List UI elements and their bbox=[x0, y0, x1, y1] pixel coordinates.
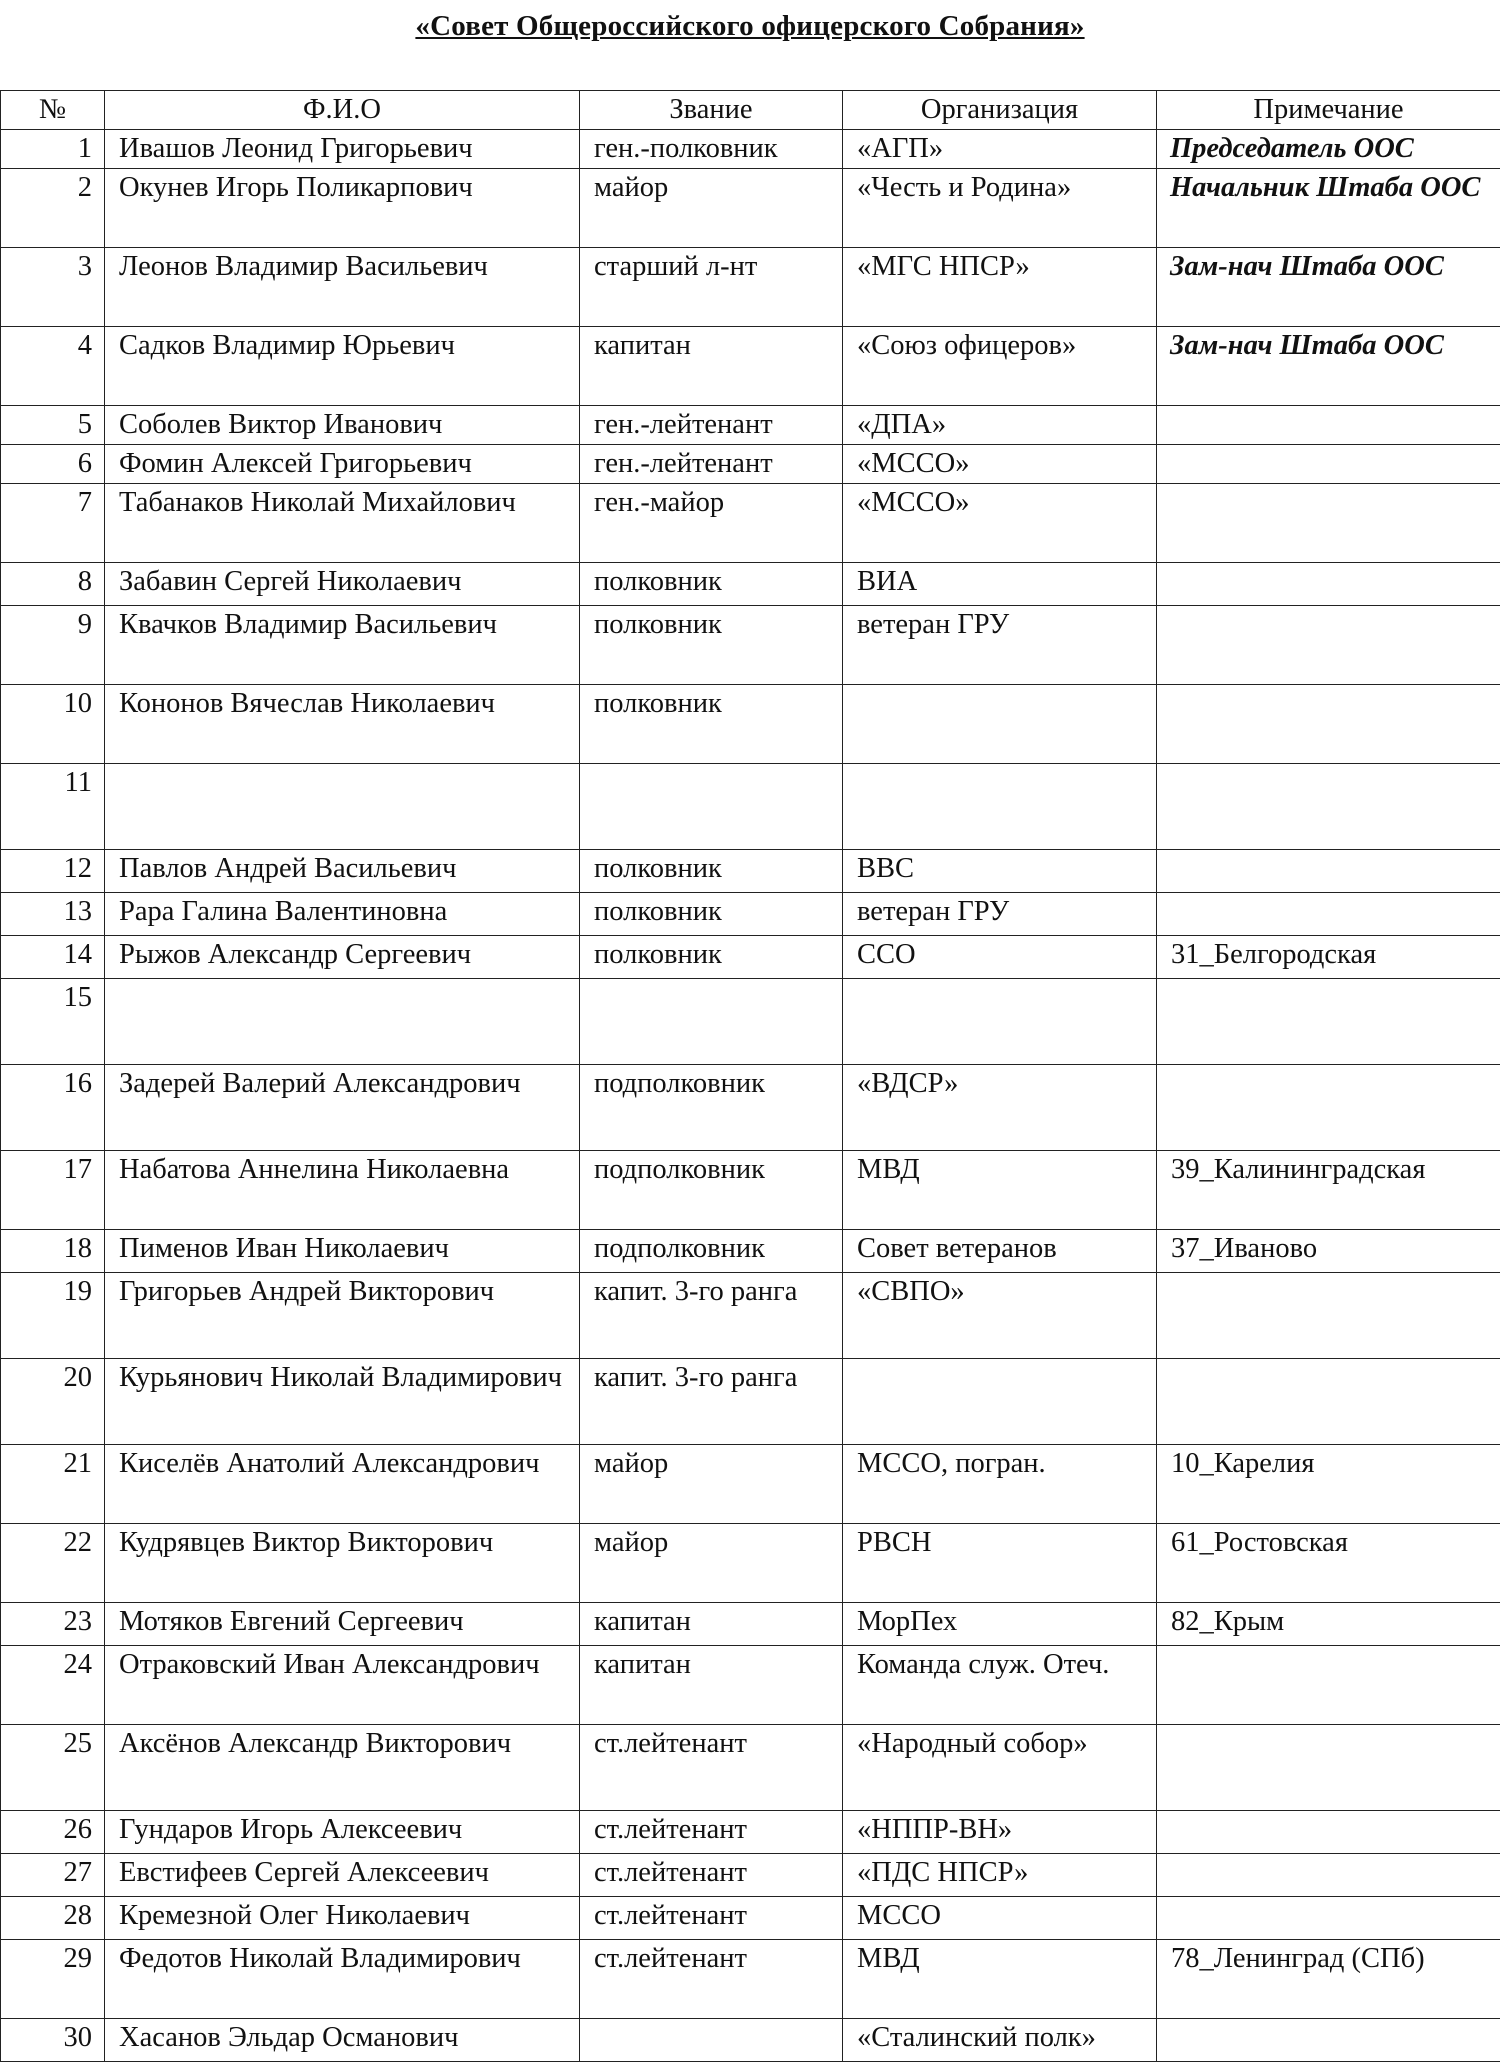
row-name: Евстифеев Сергей Алексеевич bbox=[105, 1854, 580, 1897]
row-number: 17 bbox=[1, 1151, 105, 1230]
row-note: 37_Иваново bbox=[1157, 1230, 1500, 1273]
table-row bbox=[1, 327, 1500, 406]
row-rank-redacted bbox=[580, 979, 843, 1065]
roster-table bbox=[0, 90, 1500, 2062]
row-organization: «ВДСР» bbox=[843, 1065, 1157, 1151]
table-row bbox=[1, 1646, 1500, 1725]
row-rank: подполковник bbox=[580, 1065, 843, 1151]
row-rank: капитан bbox=[580, 327, 843, 406]
row-number: 3 bbox=[1, 248, 105, 327]
row-organization-redacted bbox=[843, 764, 1157, 850]
row-organization: Совет ветеранов bbox=[843, 1230, 1157, 1273]
row-number: 29 bbox=[1, 1940, 105, 2019]
row-number: 19 bbox=[1, 1273, 105, 1359]
table-row bbox=[1, 1230, 1500, 1273]
row-rank: капитан bbox=[580, 1646, 843, 1725]
row-number: 1 bbox=[1, 130, 105, 169]
row-note bbox=[1157, 850, 1500, 893]
row-organization: «МССО» bbox=[843, 445, 1157, 484]
row-number: 21 bbox=[1, 1445, 105, 1524]
row-name: Аксёнов Александр Викторович bbox=[105, 1725, 580, 1811]
row-rank: подполковник bbox=[580, 1151, 843, 1230]
row-number: 30 bbox=[1, 2019, 105, 2062]
row-number: 6 bbox=[1, 445, 105, 484]
row-name: Садков Владимир Юрьевич bbox=[105, 327, 580, 406]
row-rank: ст.лейтенант bbox=[580, 1811, 843, 1854]
row-note bbox=[1157, 1065, 1500, 1151]
row-organization bbox=[843, 1359, 1157, 1445]
row-organization: МССО, погран. bbox=[843, 1445, 1157, 1524]
row-name: Кудрявцев Виктор Викторович bbox=[105, 1524, 580, 1603]
row-number: 24 bbox=[1, 1646, 105, 1725]
row-number: 11 bbox=[1, 764, 105, 850]
table-row bbox=[1, 1725, 1500, 1811]
row-number: 2 bbox=[1, 169, 105, 248]
row-rank: ст.лейтенант bbox=[580, 1897, 843, 1940]
row-organization: «МССО» bbox=[843, 484, 1157, 563]
document-title: «Совет Общероссийского офицерского Собрания» bbox=[0, 10, 1500, 43]
row-note bbox=[1157, 563, 1500, 606]
table-row bbox=[1, 1445, 1500, 1524]
table-row bbox=[1, 1603, 1500, 1646]
col-header-number: № bbox=[1, 91, 105, 130]
row-name: Табанаков Николай Михайлович bbox=[105, 484, 580, 563]
row-name: Забавин Сергей Николаевич bbox=[105, 563, 580, 606]
row-organization: РВСН bbox=[843, 1524, 1157, 1603]
row-note bbox=[1157, 1897, 1500, 1940]
table-row bbox=[1, 1151, 1500, 1230]
row-name: Хасанов Эльдар Османович bbox=[105, 2019, 580, 2062]
row-name: Федотов Николай Владимирович bbox=[105, 1940, 580, 2019]
row-rank: полковник bbox=[580, 936, 843, 979]
row-organization: «Союз офицеров» bbox=[843, 327, 1157, 406]
row-name: Квачков Владимир Васильевич bbox=[105, 606, 580, 685]
table-row bbox=[1, 979, 1500, 1065]
row-rank-redacted bbox=[580, 764, 843, 850]
row-rank: капит. 3-го ранга bbox=[580, 1359, 843, 1445]
row-note bbox=[1157, 484, 1500, 563]
row-note: Зам-нач Штаба ООС bbox=[1157, 248, 1500, 327]
row-note-redacted bbox=[1157, 979, 1500, 1065]
row-note bbox=[1157, 1359, 1500, 1445]
row-number: 8 bbox=[1, 563, 105, 606]
row-number: 15 bbox=[1, 979, 105, 1065]
row-note: 10_Карелия bbox=[1157, 1445, 1500, 1524]
table-body bbox=[1, 130, 1500, 2062]
row-organization: «Честь и Родина» bbox=[843, 169, 1157, 248]
row-name: Рыжов Александр Сергеевич bbox=[105, 936, 580, 979]
row-rank: ген.-полковник bbox=[580, 130, 843, 169]
row-organization: Команда служ. Отеч. bbox=[843, 1646, 1157, 1725]
row-rank: полковник bbox=[580, 563, 843, 606]
row-note: 39_Калининградская bbox=[1157, 1151, 1500, 1230]
table-row bbox=[1, 685, 1500, 764]
table-row bbox=[1, 1065, 1500, 1151]
table-row bbox=[1, 484, 1500, 563]
row-number: 18 bbox=[1, 1230, 105, 1273]
row-note bbox=[1157, 893, 1500, 936]
col-header-note: Примечание bbox=[1157, 91, 1500, 130]
row-name: Кремезной Олег Николаевич bbox=[105, 1897, 580, 1940]
row-name: Леонов Владимир Васильевич bbox=[105, 248, 580, 327]
row-name: Павлов Андрей Васильевич bbox=[105, 850, 580, 893]
row-rank: майор bbox=[580, 1524, 843, 1603]
table-header-row bbox=[1, 91, 1500, 130]
row-organization: «НППР-ВН» bbox=[843, 1811, 1157, 1854]
table-row bbox=[1, 764, 1500, 850]
row-organization: «АГП» bbox=[843, 130, 1157, 169]
row-note: Зам-нач Штаба ООС bbox=[1157, 327, 1500, 406]
row-organization: МССО bbox=[843, 1897, 1157, 1940]
table-row bbox=[1, 2019, 1500, 2062]
row-organization: ССО bbox=[843, 936, 1157, 979]
row-rank: ст.лейтенант bbox=[580, 1854, 843, 1897]
row-name: Фомин Алексей Григорьевич bbox=[105, 445, 580, 484]
row-note: Председатель ООС bbox=[1157, 130, 1500, 169]
row-name: Ивашов Леонид Григорьевич bbox=[105, 130, 580, 169]
row-number: 23 bbox=[1, 1603, 105, 1646]
table-row bbox=[1, 130, 1500, 169]
row-organization: «СВПО» bbox=[843, 1273, 1157, 1359]
row-note bbox=[1157, 1725, 1500, 1811]
row-organization: ветеран ГРУ bbox=[843, 893, 1157, 936]
row-organization: «МГС НПСР» bbox=[843, 248, 1157, 327]
table-row bbox=[1, 1811, 1500, 1854]
row-note bbox=[1157, 606, 1500, 685]
col-header-name: Ф.И.О bbox=[105, 91, 580, 130]
row-rank: подполковник bbox=[580, 1230, 843, 1273]
row-note bbox=[1157, 1854, 1500, 1897]
row-number: 22 bbox=[1, 1524, 105, 1603]
row-name: Соболев Виктор Иванович bbox=[105, 406, 580, 445]
row-name-redacted bbox=[105, 979, 580, 1065]
row-organization: «ПДС НПСР» bbox=[843, 1854, 1157, 1897]
row-number: 4 bbox=[1, 327, 105, 406]
table-row bbox=[1, 606, 1500, 685]
row-number: 7 bbox=[1, 484, 105, 563]
row-rank: ст.лейтенант bbox=[580, 1940, 843, 2019]
row-name: Окунев Игорь Поликарпович bbox=[105, 169, 580, 248]
row-name: Набатова Аннелина Николаевна bbox=[105, 1151, 580, 1230]
row-rank: майор bbox=[580, 1445, 843, 1524]
table-row bbox=[1, 850, 1500, 893]
row-number: 10 bbox=[1, 685, 105, 764]
table-row bbox=[1, 248, 1500, 327]
row-rank: старший л-нт bbox=[580, 248, 843, 327]
row-note-redacted bbox=[1157, 764, 1500, 850]
row-organization: «Сталинский полк» bbox=[843, 2019, 1157, 2062]
row-note: 78_Ленинград (СПб) bbox=[1157, 1940, 1500, 2019]
row-number: 5 bbox=[1, 406, 105, 445]
row-rank: полковник bbox=[580, 685, 843, 764]
row-number: 12 bbox=[1, 850, 105, 893]
row-name-redacted bbox=[105, 764, 580, 850]
row-organization: «Народный собор» bbox=[843, 1725, 1157, 1811]
row-rank: капитан bbox=[580, 1603, 843, 1646]
table-row bbox=[1, 1940, 1500, 2019]
row-name: Киселёв Анатолий Александрович bbox=[105, 1445, 580, 1524]
row-note bbox=[1157, 1273, 1500, 1359]
row-number: 9 bbox=[1, 606, 105, 685]
col-header-rank: Звание bbox=[580, 91, 843, 130]
row-number: 25 bbox=[1, 1725, 105, 1811]
row-number: 14 bbox=[1, 936, 105, 979]
row-name: Отраковский Иван Александрович bbox=[105, 1646, 580, 1725]
row-number: 27 bbox=[1, 1854, 105, 1897]
row-note bbox=[1157, 2019, 1500, 2062]
row-number: 28 bbox=[1, 1897, 105, 1940]
table-row bbox=[1, 893, 1500, 936]
row-rank: полковник bbox=[580, 893, 843, 936]
row-rank: ген.-майор bbox=[580, 484, 843, 563]
row-note bbox=[1157, 445, 1500, 484]
row-note: Начальник Штаба ООС bbox=[1157, 169, 1500, 248]
row-organization bbox=[843, 685, 1157, 764]
row-note: 82_Крым bbox=[1157, 1603, 1500, 1646]
row-organization: ветеран ГРУ bbox=[843, 606, 1157, 685]
table-row bbox=[1, 169, 1500, 248]
row-rank: полковник bbox=[580, 850, 843, 893]
row-number: 26 bbox=[1, 1811, 105, 1854]
row-note: 31_Белгородская bbox=[1157, 936, 1500, 979]
row-rank: ген.-лейтенант bbox=[580, 406, 843, 445]
table-row bbox=[1, 1359, 1500, 1445]
table-row bbox=[1, 1524, 1500, 1603]
row-note bbox=[1157, 406, 1500, 445]
row-organization: ВИА bbox=[843, 563, 1157, 606]
table-row bbox=[1, 936, 1500, 979]
row-number: 20 bbox=[1, 1359, 105, 1445]
row-rank: майор bbox=[580, 169, 843, 248]
table-row bbox=[1, 445, 1500, 484]
row-name: Пименов Иван Николаевич bbox=[105, 1230, 580, 1273]
row-rank: ст.лейтенант bbox=[580, 1725, 843, 1811]
row-name: Задерей Валерий Александрович bbox=[105, 1065, 580, 1151]
row-rank: ген.-лейтенант bbox=[580, 445, 843, 484]
row-note bbox=[1157, 1811, 1500, 1854]
col-header-organization: Организация bbox=[843, 91, 1157, 130]
table-row bbox=[1, 1273, 1500, 1359]
row-note bbox=[1157, 685, 1500, 764]
row-organization: МорПех bbox=[843, 1603, 1157, 1646]
row-name: Рара Галина Валентиновна bbox=[105, 893, 580, 936]
table-row bbox=[1, 563, 1500, 606]
row-organization: МВД bbox=[843, 1940, 1157, 2019]
table-row bbox=[1, 1897, 1500, 1940]
row-number: 16 bbox=[1, 1065, 105, 1151]
row-organization: ВВС bbox=[843, 850, 1157, 893]
row-note bbox=[1157, 1646, 1500, 1725]
row-organization: МВД bbox=[843, 1151, 1157, 1230]
row-rank bbox=[580, 2019, 843, 2062]
row-note: 61_Ростовская bbox=[1157, 1524, 1500, 1603]
row-name: Мотяков Евгений Сергеевич bbox=[105, 1603, 580, 1646]
row-number: 13 bbox=[1, 893, 105, 936]
row-name: Кононов Вячеслав Николаевич bbox=[105, 685, 580, 764]
row-organization-redacted bbox=[843, 979, 1157, 1065]
row-name: Григорьев Андрей Викторович bbox=[105, 1273, 580, 1359]
row-name: Гундаров Игорь Алексеевич bbox=[105, 1811, 580, 1854]
row-rank: капит. 3-го ранга bbox=[580, 1273, 843, 1359]
table-row bbox=[1, 1854, 1500, 1897]
row-name: Курьянович Николай Владимирович bbox=[105, 1359, 580, 1445]
table-row bbox=[1, 406, 1500, 445]
row-organization: «ДПА» bbox=[843, 406, 1157, 445]
row-rank: полковник bbox=[580, 606, 843, 685]
